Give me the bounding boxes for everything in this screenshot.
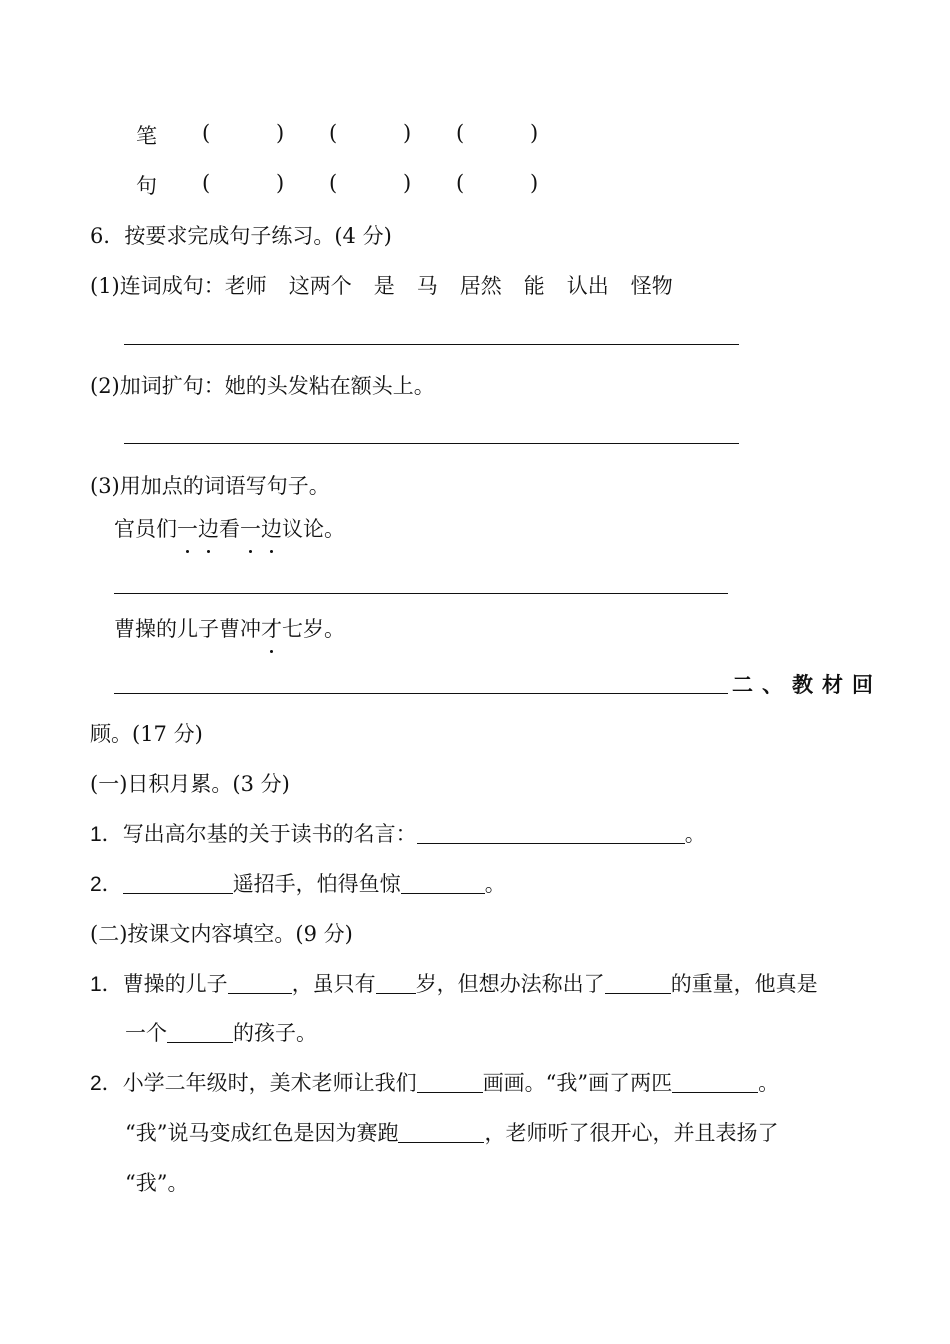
question-number: 2． [90,873,123,896]
word-item: 这两个 [288,274,352,298]
word-item: 是 [373,274,395,298]
paren-close: ) [530,121,539,145]
paren-open: ( [456,171,465,195]
sentence-text: 议论。 [282,517,345,541]
sentence-text: 官员们 [114,517,177,541]
fill-blank[interactable] [123,873,233,894]
question-text: ，虽只有 [291,972,376,996]
question-text: 。 [484,872,506,896]
char-label: 笔 [136,124,157,148]
fill-blank[interactable] [417,823,685,844]
question-6-title: 6．按要求完成句子练习。(4 分) [90,224,392,248]
fill-blank[interactable] [167,1022,233,1043]
fill-blank[interactable] [417,1072,483,1093]
paren-close: ) [403,121,412,145]
question-text: 。 [684,822,706,846]
paren-open: ( [329,171,338,195]
dotted-char: 一 [177,514,198,544]
answer-line[interactable] [124,344,739,345]
paren-open: ( [329,121,338,145]
fill-question-2 [90,1068,779,1099]
word-item: 认出 [566,274,609,298]
sentence-text: 看 [219,517,240,541]
dotted-char: 一 [240,514,261,544]
fill-blank[interactable] [398,1122,484,1143]
dotted-char: 边 [261,514,282,544]
dotted-sentence-1 [114,514,345,544]
paren-open: ( [456,121,465,145]
fill-question-1 [90,969,818,1000]
question-text: 的孩子。 [233,1021,317,1045]
question-text: 小学二年级时，美术老师让我们 [122,1071,417,1095]
question-number: 1． [90,823,123,846]
question-text: 画画。“我”画了两匹 [482,1071,673,1095]
paren-close: ) [276,171,285,195]
paren-close: ) [403,171,412,195]
q6-part3: (3)用加点的词语写句子。 [90,474,330,498]
section-2-heading: 二、教材回 [732,673,882,697]
part-1-title: (一)日积月累。(3 分) [90,772,290,796]
question-text: 岁，但想办法称出了 [415,972,605,996]
fill-blank[interactable] [672,1072,758,1093]
paren-close: ) [276,121,285,145]
answer-line[interactable] [114,593,728,594]
fill-blank[interactable] [228,973,292,994]
fill-question-1-cont [125,1018,317,1048]
word-item: 马 [416,274,438,298]
section-2-heading-cont: 顾。(17 分) [90,722,203,746]
recall-question-1 [90,819,706,850]
dotted-char: 边 [198,514,219,544]
question-text: 写出高尔基的关于读书的名言： [122,822,417,846]
question-number: 1． [90,973,123,996]
question-text: 遥招手，怕得鱼惊 [232,872,401,896]
fill-question-2-cont [125,1118,778,1148]
recall-question-2 [90,869,506,900]
dotted-sentence-2 [114,614,345,644]
section-heading [732,670,882,700]
word-item: 能 [523,274,545,298]
question-text: 。 [758,1071,780,1095]
sentence-text: 曹操的儿子曹冲 [114,617,261,641]
q6-part1 [90,271,673,301]
question-number: 2． [90,1072,123,1095]
word-item: 老师 [224,274,267,298]
question-text: 的重量，他真是 [670,972,818,996]
word-item: 怪物 [630,274,673,298]
question-text: 曹操的儿子 [122,972,228,996]
fill-question-2-end: “我”。 [125,1171,189,1195]
char-label: 句 [136,174,157,198]
dotted-char: 才 [261,614,282,644]
answer-line[interactable] [114,693,728,694]
q6-part1-prefix: (1)连词成句： [90,274,225,298]
q6-part2: (2)加词扩句：她的头发粘在额头上。 [90,374,435,398]
fill-blank[interactable] [376,973,416,994]
question-text: “我”说马变成红色是因为赛跑 [125,1121,399,1145]
paren-close: ) [530,171,539,195]
part-2-title: (二)按课文内容填空。(9 分) [90,922,353,946]
paren-open: ( [202,171,211,195]
question-text: 一个 [125,1021,167,1045]
word-item: 居然 [459,274,502,298]
fill-blank[interactable] [605,973,671,994]
fill-blank[interactable] [401,873,485,894]
sentence-text: 七岁。 [282,617,345,641]
answer-line[interactable] [124,443,739,444]
paren-open: ( [202,121,211,145]
question-text: ，老师听了很开心，并且表扬了 [484,1121,779,1145]
